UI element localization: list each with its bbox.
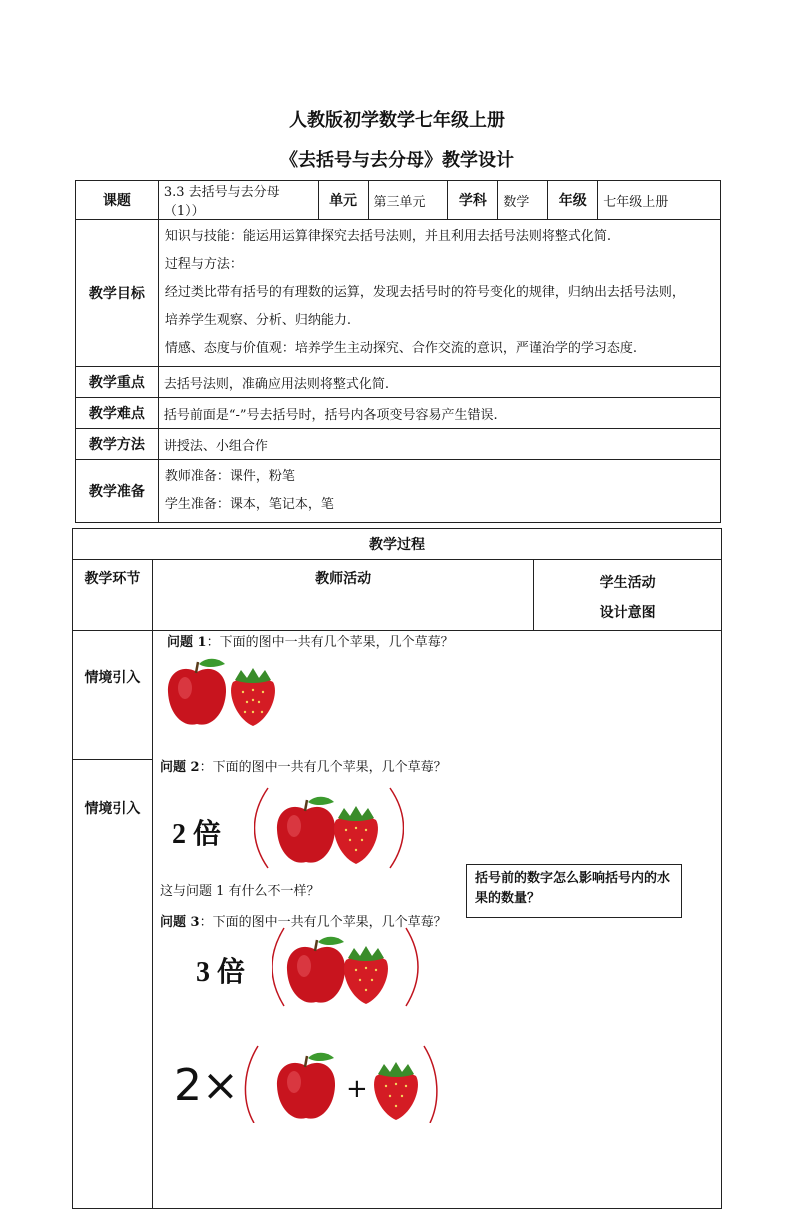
callout-box: 括号前的数字怎么影响括号内的水果的数量？	[466, 864, 682, 918]
student-activity-cell	[534, 631, 722, 1209]
prep-content	[158, 460, 720, 523]
objectives-label: 教学目标	[76, 220, 159, 367]
method-row	[76, 429, 721, 460]
strawberry-icon	[334, 806, 378, 864]
lesson-info-table	[75, 180, 721, 523]
step-1-label: 情境引入	[73, 631, 153, 760]
difficulty-label: 教学难点	[76, 398, 159, 429]
question-2-label: 问题 2	[160, 760, 200, 775]
key-row	[76, 367, 721, 398]
multiplier-2x: 2 倍	[172, 819, 222, 850]
bracketed-fruit-image-2	[254, 784, 404, 872]
objective-line: 过程与方法：	[164, 257, 243, 272]
col-student-label: 学生活动	[599, 575, 656, 591]
prep-teacher: 教师准备：课件，粉笔	[164, 469, 295, 484]
question-1-label: 问题 1	[167, 635, 207, 650]
subject-value: 数学	[498, 181, 548, 220]
strawberry-icon	[374, 1062, 418, 1120]
objective-line: 培养学生观察、分析、归纳能力.	[164, 313, 351, 328]
method-label: 教学方法	[76, 429, 159, 460]
left-paren-icon	[245, 1046, 258, 1123]
multiplier-3x: 3 倍	[196, 957, 246, 988]
plus-sign: +	[346, 1074, 368, 1104]
apple-icon	[277, 797, 335, 863]
strawberry-icon	[344, 946, 388, 1004]
key-value: 去括号法则，准确应用法则将整式化简.	[158, 367, 720, 398]
prep-student: 学生准备：课本，笔记本，笔	[164, 497, 334, 512]
topic-label: 课题	[76, 181, 159, 220]
apple-icon	[277, 1053, 335, 1119]
apple-strawberry-image-1	[165, 656, 285, 728]
process-heading-row	[73, 529, 722, 560]
col-intent-label: 设计意图	[599, 605, 656, 621]
objective-line: 知识与技能：能运用运算律探究去括号法则，并且利用去括号法则将整式化简.	[164, 229, 611, 244]
step-2-label: 情境引入	[73, 760, 153, 1209]
process-heading: 教学过程	[73, 529, 722, 560]
difficulty-value: 括号前面是“-”号去括号时，括号内各项变号容易产生错误.	[158, 398, 720, 429]
process-header-row	[73, 560, 722, 631]
question-1	[167, 631, 454, 650]
objectives-row	[76, 220, 721, 367]
unit-value: 第三单元	[368, 181, 448, 220]
subject-label: 学科	[448, 181, 498, 220]
right-paren-icon	[390, 788, 404, 868]
grade-label: 年级	[548, 181, 598, 220]
question-2-text: ：下面的图中一共有几个苹果，几个草莓？	[199, 760, 447, 775]
col-student-header	[534, 560, 722, 631]
difficulty-row	[76, 398, 721, 429]
document-subtitle: 《去括号与去分母》教学设计	[280, 150, 514, 171]
topic-row	[76, 181, 721, 220]
question-3-text: ：下面的图中一共有几个苹果，几个草莓？	[199, 915, 447, 930]
prep-label: 教学准备	[76, 460, 159, 523]
prep-row	[76, 460, 721, 523]
method-value: 讲授法、小组合作	[158, 429, 720, 460]
grade-value: 七年级上册	[598, 181, 721, 220]
apple-icon	[287, 937, 345, 1003]
unit-label: 单元	[318, 181, 368, 220]
strawberry-icon	[231, 668, 275, 726]
col-step-header: 教学环节	[73, 560, 153, 631]
question-3-label: 问题 3	[160, 915, 200, 930]
objective-line: 经过类比带有括号的有理数的运算，发现去括号时的符号变化的规律，归纳出去括号法则，	[164, 285, 685, 300]
compare-question: 这与问题 1 有什么不一样？	[160, 884, 320, 899]
right-paren-icon	[406, 928, 418, 1006]
apple-icon	[168, 659, 226, 725]
left-paren-icon	[272, 928, 284, 1006]
document-title: 人教版初学数学七年级上册	[289, 110, 505, 131]
key-label: 教学重点	[76, 367, 159, 398]
bracketed-fruit-image-3	[272, 924, 422, 1010]
left-paren-icon	[255, 788, 269, 868]
objective-line: 情感、态度与价值观：培养学生主动探究、合作交流的意识，严谨治学的学习态度.	[164, 341, 637, 356]
col-teacher-header: 教师活动	[152, 560, 533, 631]
objectives-content	[158, 220, 720, 367]
right-paren-icon	[424, 1046, 437, 1123]
question-1-text: ：下面的图中一共有几个苹果，几个草莓？	[206, 635, 454, 650]
bracketed-fruit-sum-image	[244, 1042, 440, 1123]
question-2	[160, 756, 447, 775]
multiplier-2-times: 2×	[174, 1060, 239, 1111]
topic-value: 3.3 去括号与去分母（1））	[158, 181, 318, 220]
